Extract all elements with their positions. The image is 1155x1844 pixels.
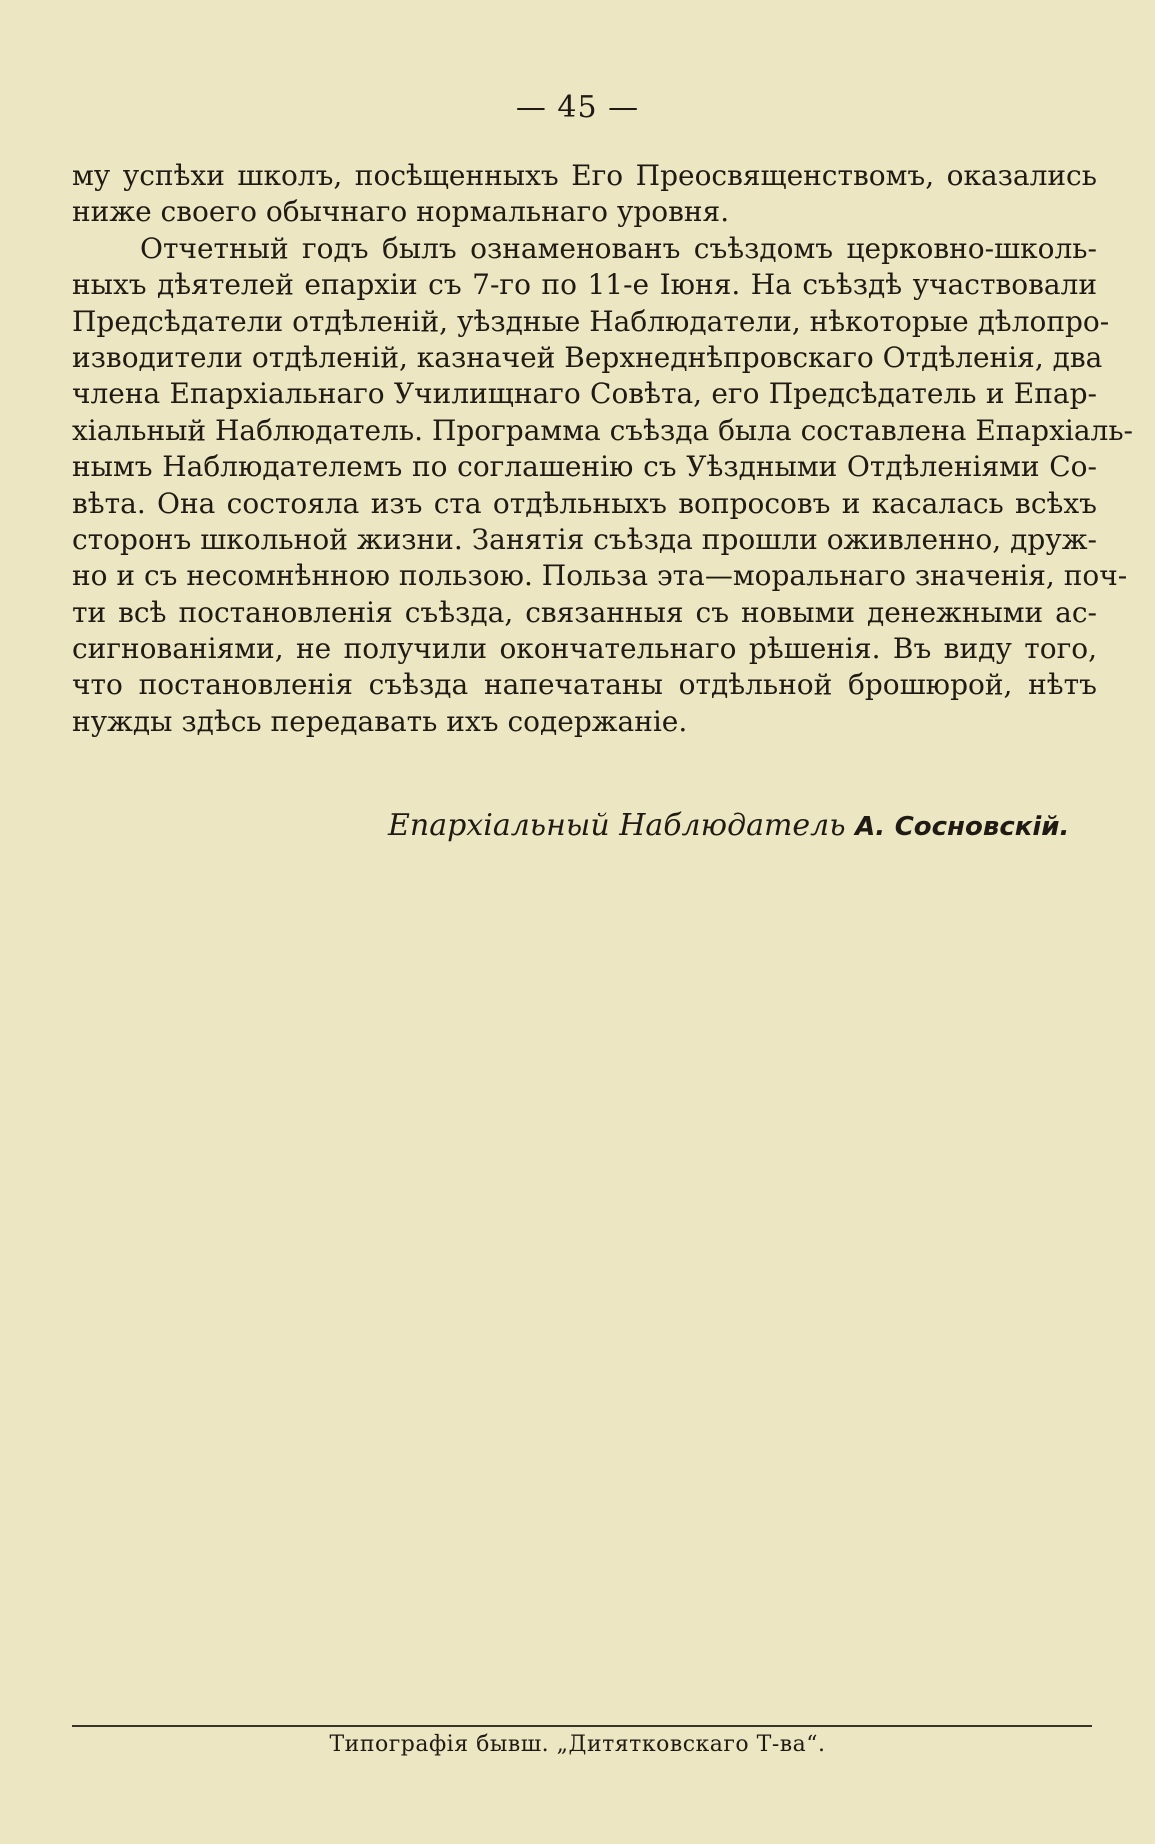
text-line: ниже своего обычнаго нормальнаго уровня. [72,195,730,229]
paragraph-2 [72,231,1134,740]
text-line: нымъ Наблюдателемъ по соглашенію съ Уѣздными Отдѣленіями Со- [72,450,1097,484]
signature-title: Епархіальный Наблюдатель [388,808,846,843]
text-line: нужды здѣсь передавать ихъ содержаніе. [72,704,688,738]
text-line: Отчетный годъ былъ ознаменованъ съѣздомъ церковно-школь- [140,231,1097,265]
footer-divider [72,1725,1092,1727]
text-line: вѣта. Она состояла изъ ста отдѣльныхъ вопросовъ и касалась всѣхъ [72,486,1097,520]
text-line: что постановленія съѣзда напечатаны отдѣльной брошюрой, нѣтъ [72,668,1097,702]
text-line: му успѣхи школъ, посѣщенныхъ Его Преосвященствомъ, оказались [72,159,1097,192]
text-line: хіальный Наблюдатель. Программа съѣзда была составлена Епархіаль- [72,413,1134,447]
page-number: — 45 — [515,90,640,125]
printer-imprint: Типографія бывш. „Дитятковскаго Т-ва“. [329,1732,826,1757]
signature-surname: Сосновскій. [894,812,1070,842]
text-line: сигнованіями, не получили окончательнаго рѣшенія. Въ виду того, [72,632,1097,666]
signature [388,808,1088,843]
text-line: ныхъ дѣятелей епархіи съ 7-го по 11-е Іюня. На съѣздѣ участвовали [72,268,1097,302]
paragraph-1 [72,158,1097,231]
text-line: сторонъ школьной жизни. Занятія съѣзда прошли оживленно, друж- [72,522,1097,556]
body-text [72,158,1134,740]
text-line: но и съ несомнѣнною пользою. Польза эта—моральнаго значенія, поч- [72,559,1128,593]
text-line: изводители отдѣленій, казначей Верхнеднѣпровскаго Отдѣленія, два [72,340,1103,374]
text-line: ти всѣ постановленія съѣзда, связанныя съ новыми денежными ас- [72,595,1097,629]
text-line: члена Епархіальнаго Училищнаго Совѣта, его Предсѣдатель и Епар- [72,377,1097,411]
signature-initial: А. [855,812,886,842]
text-line: Предсѣдатели отдѣленій, уѣздные Наблюдатели, нѣкоторые дѣлопро- [72,304,1110,338]
